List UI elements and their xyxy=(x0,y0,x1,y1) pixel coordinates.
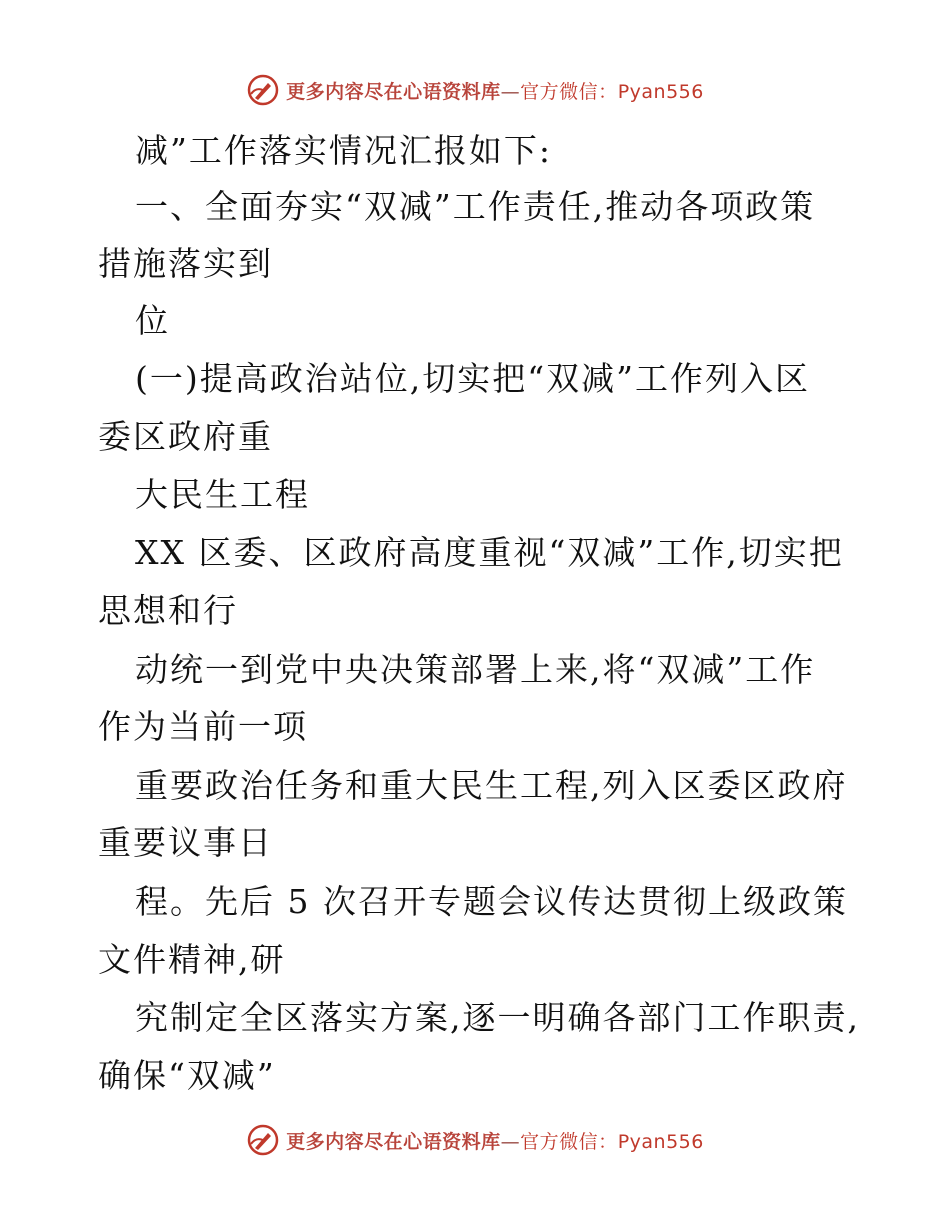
text-line: (一)提高政治站位,切实把“双减”工作列入区 xyxy=(135,359,810,398)
text-line: 减”工作落实情况汇报如下: xyxy=(135,131,552,170)
text-line: 程。先后 5 次召开专题会议传达贯彻上级政策 xyxy=(135,882,848,921)
header-banner xyxy=(0,70,950,110)
banner-contact-label: 官方微信： xyxy=(520,80,618,103)
banner-brand: 更多内容尽在心语资料库 xyxy=(286,1130,501,1153)
text-line: 重要议事日 xyxy=(98,823,273,862)
pen-circle-logo-icon xyxy=(246,1123,280,1157)
text-line: 确保“双减” xyxy=(98,1056,276,1095)
text-line: 大民生工程 xyxy=(135,475,310,514)
text-line: 委区政府重 xyxy=(98,417,273,456)
pen-circle-logo-icon xyxy=(246,73,280,107)
footer-banner xyxy=(0,1120,950,1160)
text-line: 重要政治任务和重大民生工程,列入区委区政府 xyxy=(135,766,848,805)
banner-separator: — xyxy=(500,80,521,103)
text-line: 思想和行 xyxy=(98,591,238,630)
text-line: 动统一到党中央决策部署上来,将“双减”工作 xyxy=(135,650,816,689)
banner-contact-id: Pyan556 xyxy=(617,1130,704,1153)
banner-brand: 更多内容尽在心语资料库 xyxy=(286,80,501,103)
text-line: 措施落实到 xyxy=(98,244,273,283)
text-line: 文件精神,研 xyxy=(98,940,286,979)
banner-contact-label: 官方微信： xyxy=(520,1130,618,1153)
text-line: 究制定全区落实方案,逐一明确各部门工作职责, xyxy=(135,998,860,1037)
text-line: 一、全面夯实“双减”工作责任,推动各项政策 xyxy=(135,187,816,226)
text-line: XX 区委、区政府高度重视“双减”工作,切实把 xyxy=(135,533,844,572)
banner-contact-id: Pyan556 xyxy=(617,80,704,103)
text-line: 位 xyxy=(135,301,170,340)
banner-separator: — xyxy=(500,1130,521,1153)
text-line: 作为当前一项 xyxy=(98,707,308,746)
